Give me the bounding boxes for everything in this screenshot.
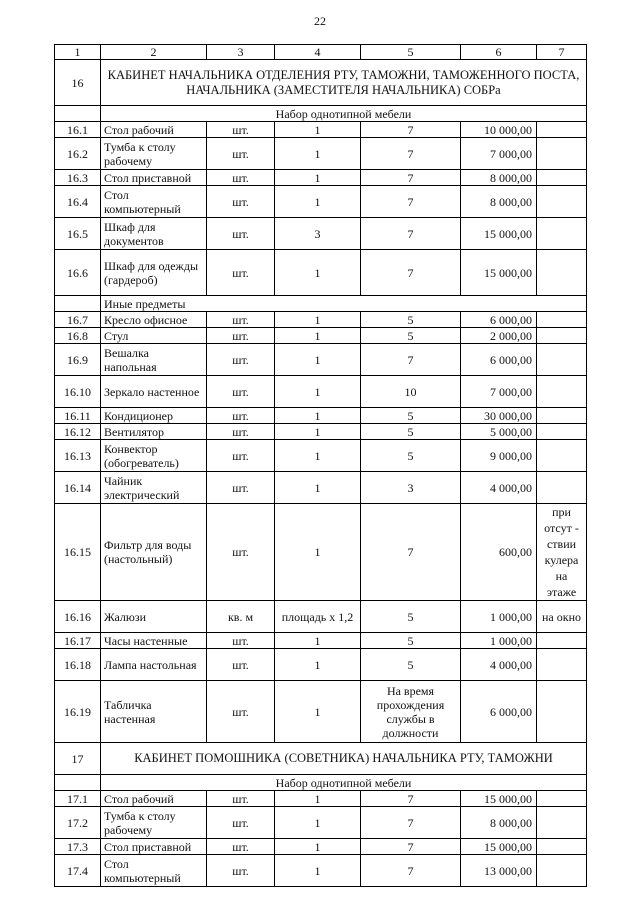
item-quantity: площадь х 1,2 — [275, 601, 361, 633]
item-note — [537, 424, 587, 440]
table-row — [55, 472, 587, 504]
item-quantity: 1 — [275, 312, 361, 328]
column-number: 6 — [461, 45, 537, 60]
item-quantity: 1 — [275, 328, 361, 344]
column-number-row — [55, 45, 587, 60]
empty-cell — [55, 296, 101, 312]
column-number: 3 — [207, 45, 275, 60]
item-note — [537, 376, 587, 408]
item-price: 15 000,00 — [461, 218, 537, 250]
column-number: 7 — [537, 45, 587, 60]
item-number: 16.6 — [55, 250, 101, 296]
item-quantity: 1 — [275, 504, 361, 601]
section-title: КАБИНЕТ ПОМОШНИКА (СОВЕТНИКА) НАЧАЛЬНИКА РТУ, ТАМОЖНИ — [101, 743, 587, 775]
item-note: при отсут - ствии кулера на этаже — [537, 504, 587, 601]
item-quantity: 1 — [275, 791, 361, 807]
subsection-row — [55, 296, 587, 312]
item-name: Лампа настольная — [101, 649, 207, 681]
table-row — [55, 855, 587, 887]
item-price: 8 000,00 — [461, 807, 537, 839]
table-row — [55, 440, 587, 472]
section-row — [55, 60, 587, 106]
item-quantity: 1 — [275, 633, 361, 649]
item-unit: шт. — [207, 504, 275, 601]
item-name: Стол приставной — [101, 839, 207, 855]
table-row — [55, 250, 587, 296]
table-row — [55, 807, 587, 839]
equipment-table — [54, 44, 587, 887]
table-row — [55, 504, 587, 601]
item-number: 16.1 — [55, 122, 101, 138]
item-number: 16.11 — [55, 408, 101, 424]
item-unit: шт. — [207, 633, 275, 649]
item-unit: шт. — [207, 218, 275, 250]
item-unit: шт. — [207, 839, 275, 855]
table-row — [55, 170, 587, 186]
item-quantity: 1 — [275, 424, 361, 440]
item-quantity: 1 — [275, 122, 361, 138]
item-name: Шкаф для одежды (гардероб) — [101, 250, 207, 296]
item-number: 16.17 — [55, 633, 101, 649]
item-unit: шт. — [207, 170, 275, 186]
table-body — [55, 45, 587, 887]
item-unit: шт. — [207, 791, 275, 807]
item-number: 16.13 — [55, 440, 101, 472]
item-number: 16.16 — [55, 601, 101, 633]
section-row — [55, 743, 587, 775]
item-name: Кресло офисное — [101, 312, 207, 328]
item-price: 9 000,00 — [461, 440, 537, 472]
subsection-title: Иные предметы — [101, 296, 587, 312]
item-price: 5 000,00 — [461, 424, 537, 440]
item-quantity: 1 — [275, 649, 361, 681]
item-service-life: 7 — [361, 504, 461, 601]
item-price: 6 000,00 — [461, 344, 537, 376]
item-price: 1 000,00 — [461, 601, 537, 633]
table-row — [55, 218, 587, 250]
item-service-life: 5 — [361, 328, 461, 344]
item-name: Стол приставной — [101, 170, 207, 186]
column-number: 1 — [55, 45, 101, 60]
item-quantity: 1 — [275, 186, 361, 218]
item-note — [537, 186, 587, 218]
item-unit: шт. — [207, 440, 275, 472]
item-number: 16.7 — [55, 312, 101, 328]
item-service-life: 7 — [361, 807, 461, 839]
item-unit: шт. — [207, 344, 275, 376]
item-name: Зеркало настенное — [101, 376, 207, 408]
item-service-life: 7 — [361, 122, 461, 138]
item-unit: шт. — [207, 424, 275, 440]
item-name: Часы настенные — [101, 633, 207, 649]
empty-cell — [55, 775, 101, 791]
item-service-life: 7 — [361, 344, 461, 376]
item-service-life: 5 — [361, 440, 461, 472]
item-unit: шт. — [207, 250, 275, 296]
item-service-life: 5 — [361, 312, 461, 328]
item-price: 7 000,00 — [461, 138, 537, 170]
table-row — [55, 138, 587, 170]
table-row — [55, 791, 587, 807]
item-quantity: 1 — [275, 138, 361, 170]
item-number: 16.19 — [55, 681, 101, 743]
item-name: Фильтр для воды (настольный) — [101, 504, 207, 601]
item-service-life: 7 — [361, 186, 461, 218]
empty-cell — [55, 106, 101, 122]
item-price: 8 000,00 — [461, 186, 537, 218]
item-service-life: На время прохождения службы в должности — [361, 681, 461, 743]
item-price: 30 000,00 — [461, 408, 537, 424]
item-unit: шт. — [207, 472, 275, 504]
item-name: Вешалка напольная — [101, 344, 207, 376]
item-number: 17.1 — [55, 791, 101, 807]
item-name: Тумба к столу рабочему — [101, 807, 207, 839]
item-number: 17.4 — [55, 855, 101, 887]
item-note — [537, 122, 587, 138]
subsection-title: Набор однотипной мебели — [101, 775, 587, 791]
item-quantity: 1 — [275, 408, 361, 424]
item-note — [537, 649, 587, 681]
column-number: 5 — [361, 45, 461, 60]
item-number: 16.8 — [55, 328, 101, 344]
item-unit: шт. — [207, 328, 275, 344]
item-note — [537, 440, 587, 472]
item-name: Стол компьютерный — [101, 186, 207, 218]
table-row — [55, 601, 587, 633]
item-number: 16.2 — [55, 138, 101, 170]
item-unit: шт. — [207, 376, 275, 408]
item-unit: кв. м — [207, 601, 275, 633]
item-service-life: 5 — [361, 633, 461, 649]
item-quantity: 3 — [275, 218, 361, 250]
item-price: 6 000,00 — [461, 681, 537, 743]
item-unit: шт. — [207, 807, 275, 839]
item-service-life: 5 — [361, 408, 461, 424]
item-quantity: 1 — [275, 472, 361, 504]
item-name: Вентилятор — [101, 424, 207, 440]
item-number: 16.10 — [55, 376, 101, 408]
item-service-life: 3 — [361, 472, 461, 504]
item-note — [537, 170, 587, 186]
item-note — [537, 138, 587, 170]
table-row — [55, 328, 587, 344]
section-number: 17 — [55, 743, 101, 775]
item-note — [537, 807, 587, 839]
item-price: 2 000,00 — [461, 328, 537, 344]
item-note: на окно — [537, 601, 587, 633]
item-quantity: 1 — [275, 839, 361, 855]
item-price: 6 000,00 — [461, 312, 537, 328]
item-unit: шт. — [207, 855, 275, 887]
table-row — [55, 186, 587, 218]
item-unit: шт. — [207, 649, 275, 681]
column-number: 2 — [101, 45, 207, 60]
item-number: 16.12 — [55, 424, 101, 440]
item-note — [537, 681, 587, 743]
table-row — [55, 122, 587, 138]
item-name: Тумба к столу рабочему — [101, 138, 207, 170]
item-price: 15 000,00 — [461, 839, 537, 855]
item-note — [537, 344, 587, 376]
item-service-life: 7 — [361, 170, 461, 186]
item-name: Жалюзи — [101, 601, 207, 633]
item-unit: шт. — [207, 186, 275, 218]
column-number: 4 — [275, 45, 361, 60]
subsection-row — [55, 106, 587, 122]
item-price: 4 000,00 — [461, 649, 537, 681]
item-service-life: 7 — [361, 218, 461, 250]
table-row — [55, 376, 587, 408]
item-service-life: 7 — [361, 138, 461, 170]
item-service-life: 5 — [361, 601, 461, 633]
item-price: 4 000,00 — [461, 472, 537, 504]
item-note — [537, 312, 587, 328]
item-name: Конвектор (обогреватель) — [101, 440, 207, 472]
section-number: 16 — [55, 60, 101, 106]
item-price: 600,00 — [461, 504, 537, 601]
item-price: 1 000,00 — [461, 633, 537, 649]
item-note — [537, 250, 587, 296]
item-number: 16.14 — [55, 472, 101, 504]
item-note — [537, 839, 587, 855]
item-note — [537, 633, 587, 649]
item-note — [537, 328, 587, 344]
item-price: 10 000,00 — [461, 122, 537, 138]
item-note — [537, 408, 587, 424]
item-service-life: 5 — [361, 649, 461, 681]
item-price: 15 000,00 — [461, 791, 537, 807]
item-note — [537, 855, 587, 887]
item-unit: шт. — [207, 681, 275, 743]
item-quantity: 1 — [275, 681, 361, 743]
item-price: 8 000,00 — [461, 170, 537, 186]
item-price: 15 000,00 — [461, 250, 537, 296]
item-name: Шкаф для документов — [101, 218, 207, 250]
item-price: 7 000,00 — [461, 376, 537, 408]
table-row — [55, 649, 587, 681]
table-row — [55, 633, 587, 649]
item-name: Стол рабочий — [101, 122, 207, 138]
item-service-life: 5 — [361, 424, 461, 440]
table-row — [55, 344, 587, 376]
item-quantity: 1 — [275, 807, 361, 839]
item-name: Стол рабочий — [101, 791, 207, 807]
subsection-row — [55, 775, 587, 791]
item-quantity: 1 — [275, 250, 361, 296]
item-service-life: 7 — [361, 250, 461, 296]
item-note — [537, 218, 587, 250]
item-number: 16.18 — [55, 649, 101, 681]
page-number: 22 — [314, 14, 326, 28]
item-name: Стул — [101, 328, 207, 344]
table-row — [55, 408, 587, 424]
item-number: 17.3 — [55, 839, 101, 855]
item-price: 13 000,00 — [461, 855, 537, 887]
item-quantity: 1 — [275, 170, 361, 186]
table-row — [55, 839, 587, 855]
subsection-title: Набор однотипной мебели — [101, 106, 587, 122]
item-number: 16.3 — [55, 170, 101, 186]
table-row — [55, 424, 587, 440]
item-service-life: 10 — [361, 376, 461, 408]
item-service-life: 7 — [361, 855, 461, 887]
item-unit: шт. — [207, 408, 275, 424]
item-number: 16.15 — [55, 504, 101, 601]
table-row — [55, 312, 587, 328]
item-unit: шт. — [207, 312, 275, 328]
item-quantity: 1 — [275, 344, 361, 376]
item-note — [537, 791, 587, 807]
item-unit: шт. — [207, 122, 275, 138]
section-title: КАБИНЕТ НАЧАЛЬНИКА ОТДЕЛЕНИЯ РТУ, ТАМОЖНИ, ТАМОЖЕННОГО ПОСТА, НАЧАЛЬНИКА (ЗАМЕСТИТЕЛЯ НАЧАЛЬНИКА) СОБРа — [101, 60, 587, 106]
item-unit: шт. — [207, 138, 275, 170]
item-number: 16.4 — [55, 186, 101, 218]
item-name: Чайник электрический — [101, 472, 207, 504]
item-quantity: 1 — [275, 376, 361, 408]
item-number: 16.9 — [55, 344, 101, 376]
item-name: Стол компьютерный — [101, 855, 207, 887]
item-name: Табличка настенная — [101, 681, 207, 743]
item-note — [537, 472, 587, 504]
item-number: 16.5 — [55, 218, 101, 250]
item-name: Кондиционер — [101, 408, 207, 424]
item-quantity: 1 — [275, 855, 361, 887]
item-service-life: 7 — [361, 791, 461, 807]
table-row — [55, 681, 587, 743]
item-number: 17.2 — [55, 807, 101, 839]
item-quantity: 1 — [275, 440, 361, 472]
item-service-life: 7 — [361, 839, 461, 855]
